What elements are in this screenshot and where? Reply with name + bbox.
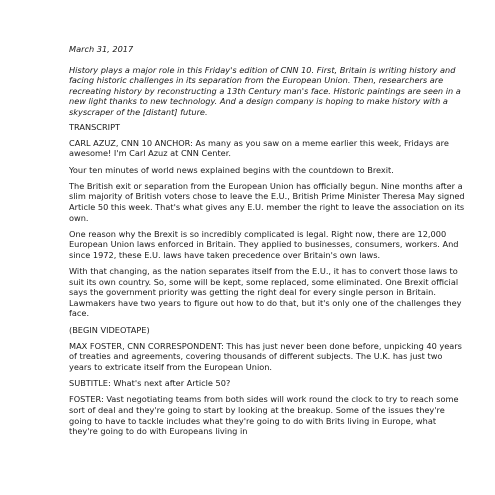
transcript-label: TRANSCRIPT — [69, 121, 121, 132]
paragraph-countdown: Your ten minutes of world news explained begins with the countdown to Brexit. — [69, 164, 394, 175]
episode-summary: History plays a major role in this Friday's edition of CNN 10. First, Britain is writing history and facing historic challenges in its separation from the European Union. Then, researchers are recreating history by reconstructing a 13th Century man's face. Historic paintings are seen in a new light thanks to new technology. And a design company is hoping to make history with a skyscraper of the [distant] future. — [69, 64, 461, 117]
paragraph-legal: One reason why the Brexit is so incredibly complicated is legal. Right now, there are 12,000 European Union laws enforced in Britain. They applied to businesses, consumers, workers. And since 1972, these E.U. laws have taken precedence over Britain's own laws. — [69, 228, 459, 260]
paragraph-brexit-begun: The British exit or separation from the European Union has officially begun. Nine months after a slim majority of British voters chose to leave the E.U., British Prime Minister Theresa May signed Article 50 this week. That's what gives any E.U. member the right to leave the association on its own. — [69, 180, 465, 223]
paragraph-convert-laws: With that changing, as the nation separates itself from the E.U., it has to convert those laws to suit its own country. So, some will be kept, some replaced, some eliminated. One Brexit official says the government priority was getting the right deal for every single person in Britain. Lawmakers have two years to figure out how to do that, but it's only one of the challenges they face. — [69, 266, 462, 319]
document-date: March 31, 2017 — [69, 44, 134, 54]
paragraph-max-foster: MAX FOSTER, CNN CORRESPONDENT: This has just never been done before, unpicking 40 years of treaties and agreements, covering thousands of different subjects. The U.K. has just two years to extricate itself from the European Union. — [69, 340, 462, 372]
paragraph-subtitle: SUBTITLE: What's next after Article 50? — [69, 378, 231, 389]
paragraph-foster-negotiations: FOSTER: Vast negotiating teams from both sides will work round the clock to try to reach some sort of deal and they're going to start by looking at the breakup. Some of the issues they're going to have to tackle includes what they're going to do with Brits living in Europe, what they're going to do with Europeans living in — [69, 394, 459, 437]
paragraph-begin-videotape: (BEGIN VIDEOTAPE) — [69, 324, 150, 335]
paragraph-anchor-intro: CARL AZUZ, CNN 10 ANCHOR: As many as you saw on a meme earlier this week, Fridays are awesome! I'm Carl Azuz at CNN Center. — [69, 137, 449, 159]
